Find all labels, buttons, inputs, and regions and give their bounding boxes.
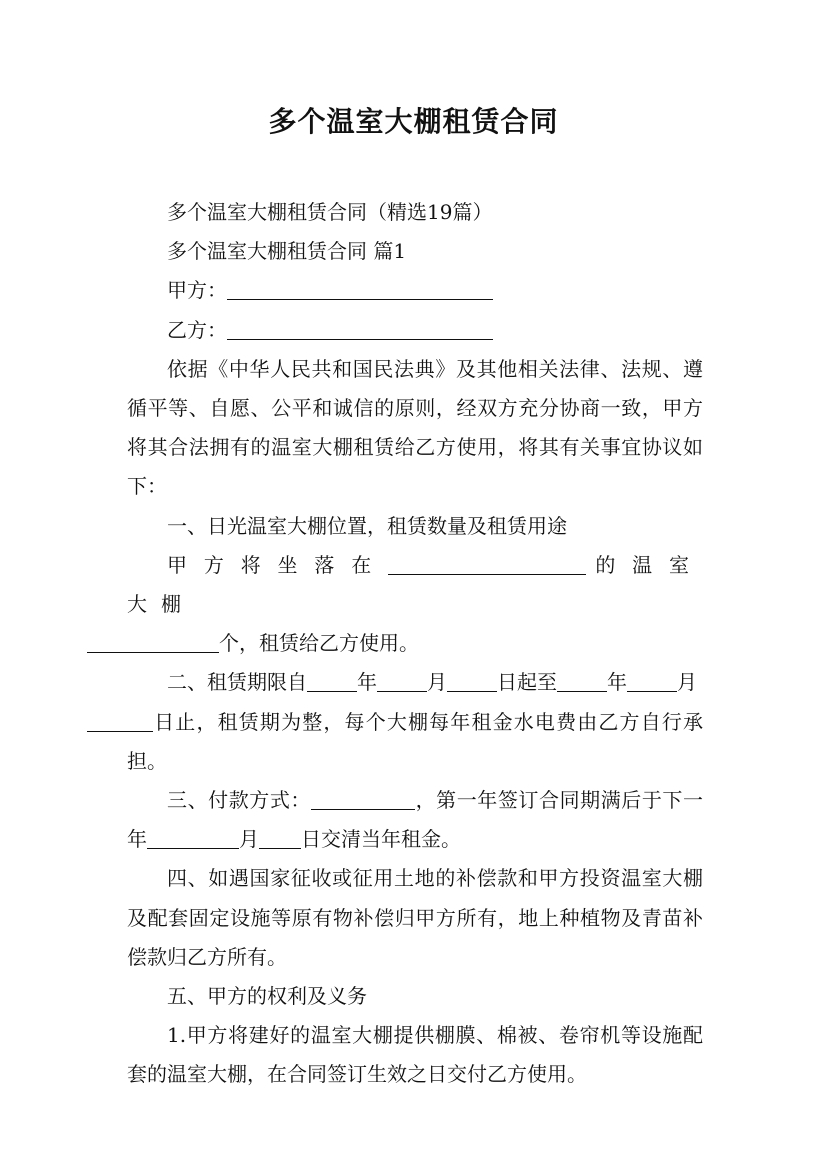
chapter-line: 多个温室大棚租赁合同 篇1 [167,239,407,264]
end-year-blank [557,671,607,692]
section4-paragraph: 四、如遇国家征收或征用土地的补偿款和甲方投资温室大棚及配套固定设施等原有物补偿归甲方所有，地上种植物及青苗补偿款归乙方所有。 [127,866,703,969]
s3-text-a: 三、付款方式： [167,788,311,813]
payment-method-blank [311,789,415,810]
party-a-line [127,271,703,310]
payment-month-blank [147,828,239,849]
party-b-label: 乙方： [167,317,227,342]
page-title: 多个温室大棚租赁合同 [268,105,559,138]
party-b-blank [227,319,493,340]
section2-paragraph [127,663,703,781]
preamble-paragraph: 依据《中华人民共和国民法典》及其他相关法律、法规、遵循平等、自愿、公平和诚信的原则，经双方充分协商一致，甲方将其合法拥有的温室大棚租赁给乙方使用，将其有关事宜协议如下： [127,356,703,499]
section1-heading: 一、日光温室大棚位置，租赁数量及租赁用途 [167,513,567,538]
s3-text-c: 日交清当年租金。 [301,827,461,852]
start-day-blank [447,671,497,692]
party-a-blank [227,279,493,300]
subtitle-line: 多个温室大棚租赁合同（精选19篇） [167,200,493,224]
s2-month1: 月 [427,670,447,695]
section1-paragraph [127,546,703,664]
document-body [127,193,703,1095]
start-year-blank [307,671,357,692]
s1-text-b: 的温室大棚 [127,552,704,617]
end-day-blank [87,711,153,732]
section5-item1: 1.甲方将建好的温室大棚提供棚膜、棉被、卷帘机等设施配套的温室大棚，在合同签订生效之日交付乙方使用。 [127,1023,703,1087]
s3-text-b: ，第一年签订合同期满后于下一年 [127,788,703,852]
s2-text-b: 日止，租赁期为整，每个大棚每年租金水电费由乙方自行承担。 [127,709,703,773]
party-a-label: 甲方： [167,278,227,303]
end-month-blank [627,671,677,692]
s3-month: 月 [239,827,259,852]
count-blank [87,632,219,653]
s2-year1: 年 [357,670,377,695]
s1-text-c: 个，租赁给乙方使用。 [219,631,419,656]
s2-year2: 年 [607,670,627,695]
s2-day-to: 日起至 [497,670,557,695]
section3-paragraph [127,781,703,859]
location-blank [388,554,586,575]
payment-day-blank [259,828,301,849]
section5-heading: 五、甲方的权利及义务 [167,984,367,1009]
s2-month2: 月 [677,670,697,695]
party-b-line [127,311,703,350]
s1-text-a: 甲方将坐落在 [167,552,389,577]
start-month-blank [377,671,427,692]
s2-text-a: 二、租赁期限自 [167,670,307,695]
